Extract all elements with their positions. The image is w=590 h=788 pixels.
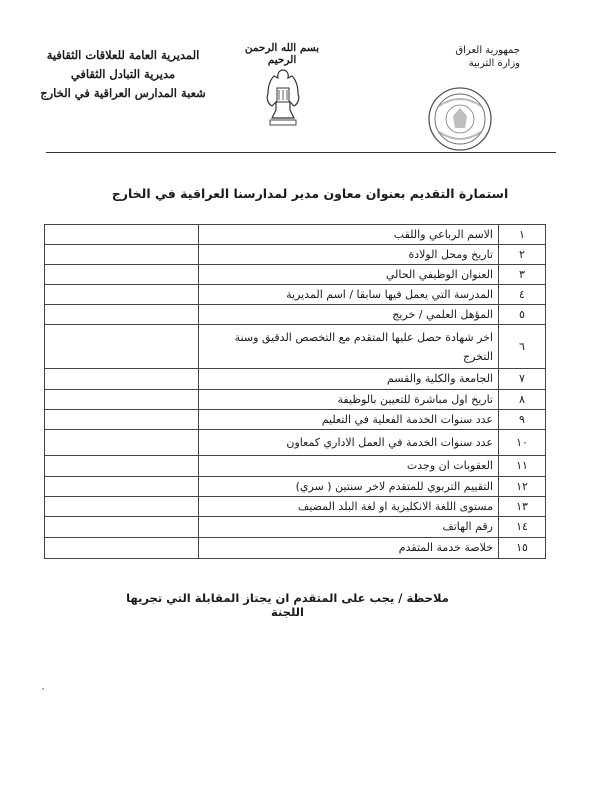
row-number: ١	[499, 225, 546, 245]
row-value-field[interactable]	[45, 476, 199, 496]
row-value-field[interactable]	[45, 537, 199, 558]
issuing-department-block	[39, 46, 207, 103]
row-label: المدرسة التي يعمل فيها سابقا / اسم المديرية	[199, 285, 499, 305]
row-number: ٣	[499, 265, 546, 285]
row-value-field[interactable]	[45, 265, 199, 285]
row-number: ١٢	[499, 476, 546, 496]
row-number: ١١	[499, 456, 546, 476]
table-row	[45, 285, 546, 305]
header-right-line-1: جمهورية العراق	[455, 45, 520, 56]
header-divider	[46, 152, 556, 153]
row-value-field[interactable]	[45, 496, 199, 516]
table-row	[45, 496, 546, 516]
row-label: عدد سنوات الخدمة الفعلية في التعليم	[199, 409, 499, 429]
table-row	[45, 476, 546, 496]
row-number: ٦	[499, 325, 546, 368]
row-label: اخر شهادة حصل عليها المتقدم مع التخصص الدقيق وسنة التخرج	[199, 325, 499, 368]
interview-note: ملاحظة / يجب على المتقدم ان يجتاز المقابلة التي تجريها اللجنة	[126, 591, 449, 619]
row-label: رقم الهاتف	[199, 516, 499, 537]
row-label: العقوبات ان وجدت	[199, 456, 499, 476]
row-value-field[interactable]	[45, 325, 199, 368]
row-number: ١٤	[499, 516, 546, 537]
eagle-emblem-icon	[262, 66, 304, 128]
row-label: تاريخ ومحل الولادة	[199, 245, 499, 265]
application-form-table	[44, 224, 546, 559]
table-row	[45, 225, 546, 245]
table-row	[45, 368, 546, 389]
header-left-line-1: المديرية العامة للعلاقات الثقافية	[46, 48, 200, 62]
basmala: بسم الله الرحمن الرحيم	[244, 42, 320, 66]
row-number: ٩	[499, 409, 546, 429]
header-right-line-2: وزارة التربية	[468, 58, 520, 69]
table-row	[45, 430, 546, 456]
row-label: العنوان الوظيفي الحالي	[199, 265, 499, 285]
row-number: ١٥	[499, 537, 546, 558]
row-number: ٧	[499, 368, 546, 389]
row-number: ٤	[499, 285, 546, 305]
table-row	[45, 305, 546, 325]
form-title: استمارة التقديم بعنوان معاون مدير لمدارسنا العراقية في الخارج	[111, 186, 509, 201]
table-row	[45, 409, 546, 429]
row-value-field[interactable]	[45, 456, 199, 476]
row-value-field[interactable]	[45, 389, 199, 409]
ministry-block	[420, 44, 520, 70]
row-label: مستوى اللغة الانكليزية او لغة البلد المضيف	[199, 496, 499, 516]
row-label: المؤهل العلمي / خريج	[199, 305, 499, 325]
row-value-field[interactable]	[45, 430, 199, 456]
row-label: تاريخ اول مباشرة للتعيين بالوظيفة	[199, 389, 499, 409]
row-label: الاسم الرباعي واللقب	[199, 225, 499, 245]
table-row	[45, 389, 546, 409]
row-value-field[interactable]	[45, 305, 199, 325]
row-value-field[interactable]	[45, 368, 199, 389]
row-value-field[interactable]	[45, 285, 199, 305]
row-number: ٥	[499, 305, 546, 325]
row-label: خلاصة خدمة المتقدم	[199, 537, 499, 558]
table-row	[45, 516, 546, 537]
row-number: ٨	[499, 389, 546, 409]
table-row	[45, 537, 546, 558]
row-value-field[interactable]	[45, 409, 199, 429]
table-row	[45, 245, 546, 265]
row-number: ١٠	[499, 430, 546, 456]
row-label: التقييم التربوي للمتقدم لاخر سنتين ( سري)	[199, 476, 499, 496]
row-label: عدد سنوات الخدمة في العمل الاداري كمعاون	[199, 430, 499, 456]
table-row	[45, 456, 546, 476]
row-value-field[interactable]	[45, 225, 199, 245]
scan-speck	[42, 688, 44, 690]
table-row	[45, 325, 546, 368]
table-row	[45, 265, 546, 285]
row-value-field[interactable]	[45, 245, 199, 265]
row-number: ٢	[499, 245, 546, 265]
row-number: ١٣	[499, 496, 546, 516]
header-left-line-2: مديرية التبادل الثقافي	[70, 67, 176, 81]
ministry-seal-icon	[427, 86, 493, 152]
header-left-line-3: شعبة المدارس العراقية في الخارج	[40, 86, 206, 100]
row-label: الجامعة والكلية والقسم	[199, 368, 499, 389]
row-value-field[interactable]	[45, 516, 199, 537]
